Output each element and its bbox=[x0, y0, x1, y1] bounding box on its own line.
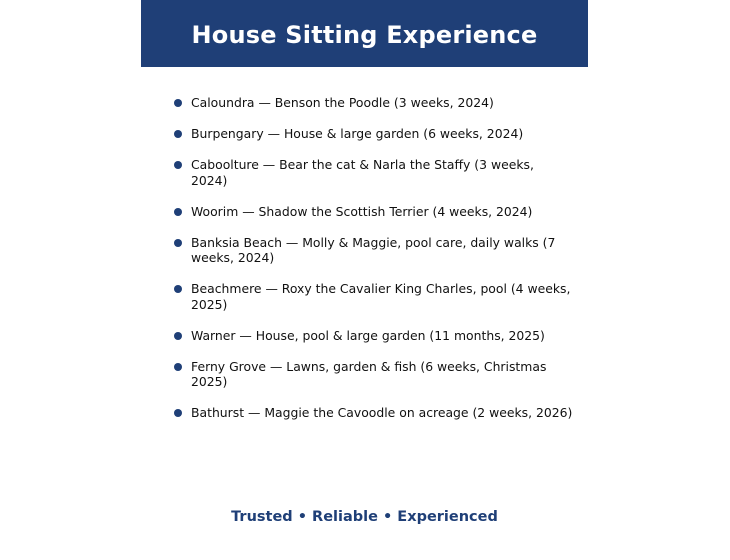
list-item-text: Caloundra — Benson the Poodle (3 weeks, 2024) bbox=[191, 95, 494, 110]
list-item-text: Bathurst — Maggie the Cavoodle on acreage (2 weeks, 2026) bbox=[191, 405, 573, 420]
list-item-text: Ferny Grove — Lawns, garden & fish (6 weeks, Christmas 2025) bbox=[191, 358, 547, 389]
list-item-text: Woorim — Shadow the Scottish Terrier (4 weeks, 2024) bbox=[191, 203, 533, 219]
list-item bbox=[174, 235, 574, 266]
bullet-dot-icon bbox=[174, 239, 182, 247]
experience-card bbox=[141, 0, 588, 560]
bullet-dot-icon bbox=[174, 285, 182, 293]
bullet-dot-icon bbox=[174, 130, 182, 138]
list-item bbox=[174, 405, 574, 421]
bullet-dot-icon bbox=[174, 208, 182, 216]
list-item-text: Beachmere — Roxy the Cavalier King Charles, pool (4 weeks, 2025) bbox=[191, 281, 571, 312]
list-item bbox=[174, 204, 574, 220]
bullet-dot-icon bbox=[174, 332, 182, 340]
list-item bbox=[174, 126, 574, 142]
list-item-text: Banksia Beach — Molly & Maggie, pool care, daily walks (7 weeks, 2024) bbox=[191, 234, 556, 265]
header-banner bbox=[141, 0, 588, 67]
bullet-dot-icon bbox=[174, 409, 182, 417]
list-item bbox=[174, 157, 574, 188]
list-item-text: Warner — House, pool & large garden (11 months, 2025) bbox=[191, 327, 545, 343]
bullet-dot-icon bbox=[174, 363, 182, 371]
list-item-text: Caboolture — Bear the cat & Narla the Staffy (3 weeks, 2024) bbox=[191, 157, 534, 188]
footer-tagline: Trusted • Reliable • Experienced bbox=[231, 509, 498, 525]
bullet-dot-icon bbox=[174, 99, 182, 107]
bullet-dot-icon bbox=[174, 161, 182, 169]
list-item bbox=[174, 95, 574, 111]
list-item bbox=[174, 281, 574, 312]
experience-list bbox=[174, 95, 574, 436]
list-item-text: Burpengary — House & large garden (6 weeks, 2024) bbox=[191, 126, 524, 141]
list-item bbox=[174, 328, 574, 344]
list-item bbox=[174, 359, 574, 390]
page-title: House Sitting Experience bbox=[191, 20, 538, 49]
